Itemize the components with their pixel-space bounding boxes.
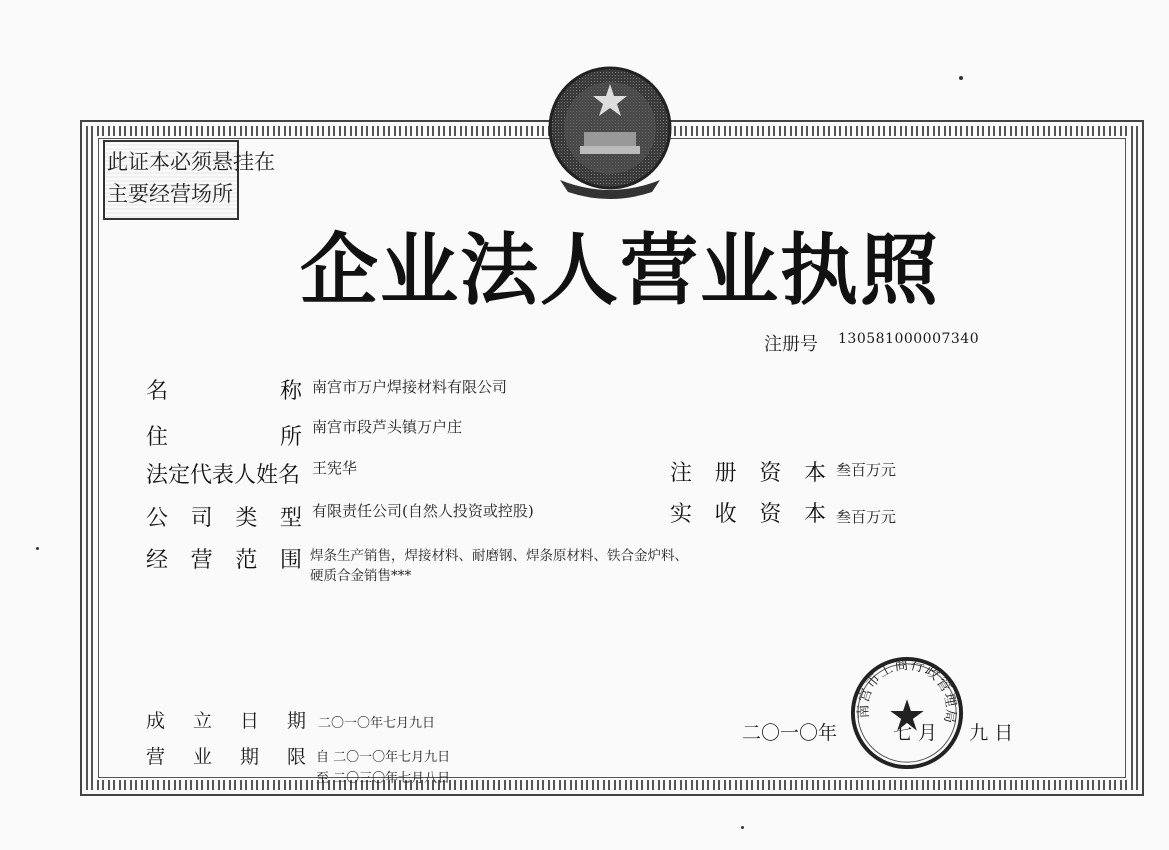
display-notice-stamp bbox=[103, 140, 275, 220]
national-emblem-icon bbox=[540, 60, 680, 200]
issue-date-day: 九 日 bbox=[969, 722, 1014, 744]
notice-line-1: 此证本必须悬挂在 bbox=[107, 150, 275, 174]
registered-capital-value: 叁百万元 bbox=[836, 461, 897, 479]
notice-line-2: 主要经营场所 bbox=[107, 182, 233, 206]
business-term-to: 至 二〇三〇年七月八日 bbox=[316, 771, 451, 786]
name-value: 南宫市万户焊接材料有限公司 bbox=[312, 378, 508, 396]
scan-speck bbox=[959, 76, 963, 80]
scan-speck bbox=[741, 826, 744, 829]
legal-representative-label: 法定代表人姓名 bbox=[146, 463, 301, 488]
established-date-label: 成 立 日 期 bbox=[146, 710, 306, 732]
registration-number-value: 130581000007340 bbox=[838, 331, 980, 347]
document-title: 企业法人营业执照 bbox=[300, 226, 941, 316]
seal-text: 南宫市工商行政管理局 bbox=[855, 656, 959, 726]
scan-speck bbox=[36, 547, 39, 550]
business-scope-label: 经 营 范 围 bbox=[146, 548, 302, 573]
official-seal-icon bbox=[848, 654, 966, 772]
business-scope-value: 焊条生产销售，焊接材料、耐磨钢、焊条原材料、铁合金炉料、硬质合金销售*** bbox=[310, 548, 688, 584]
paid-in-capital-value: 叁百万元 bbox=[836, 508, 897, 526]
business-term-label: 营 业 期 限 bbox=[146, 746, 306, 768]
address-value: 南宫市段芦头镇万户庄 bbox=[312, 418, 463, 436]
established-date-value: 二〇一〇年七月九日 bbox=[318, 716, 436, 731]
legal-representative-value: 王宪华 bbox=[312, 459, 358, 477]
registered-capital-label: 注 册 资 本 bbox=[670, 461, 826, 486]
name-label: 名 称 bbox=[146, 379, 302, 404]
company-type-label: 公 司 类 型 bbox=[146, 506, 302, 531]
issue-date-month: 七 月 bbox=[893, 722, 938, 744]
address-label: 住 所 bbox=[146, 425, 302, 450]
issue-date-year: 二〇一〇年 bbox=[742, 722, 838, 744]
paid-in-capital-label: 实 收 资 本 bbox=[670, 502, 826, 527]
registration-number-label: 注册号 bbox=[764, 334, 818, 355]
company-type-value: 有限责任公司(自然人投资或控股) bbox=[312, 502, 534, 520]
business-term-from: 自 二〇一〇年七月九日 bbox=[316, 750, 451, 765]
